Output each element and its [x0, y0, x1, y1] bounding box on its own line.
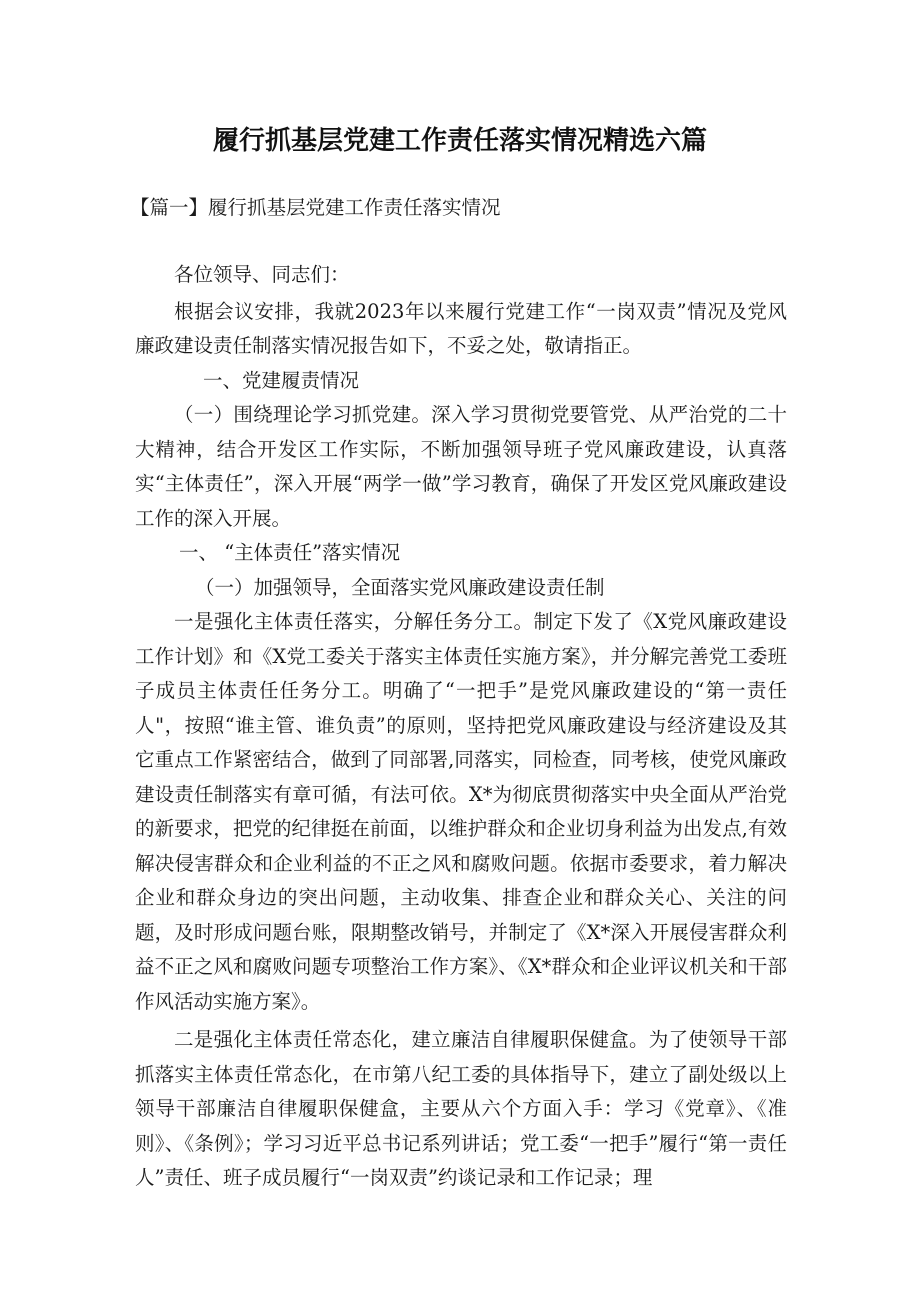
- body-paragraph: （一）围绕理论学习抓党建。深入学习贯彻党要管党、从严治党的二十大精神，结合开发区工作实际，不断加强领导班子党风廉政建设，认真落实“主体责任”，深入开展“两学一做”学习教育，确保了开发区党风廉政建设工作的深入开展。: [135, 403, 787, 530]
- section-heading-1: 一、党建履责情况: [203, 368, 360, 392]
- section-heading-2: 一、 “主体责任”落实情况: [179, 541, 401, 564]
- document-subtitle: 【篇一】履行抓基层党建工作责任落实情况: [130, 196, 501, 219]
- document-title: 履行抓基层党建工作责任落实情况精选六篇: [212, 126, 707, 156]
- subsection-heading: （一）加强领导，全面落实党风廉政建设责任制: [195, 575, 605, 599]
- salutation-paragraph: 各位领导、同志们：: [174, 263, 350, 286]
- body-paragraph: 一是强化主体责任落实，分解任务分工。制定下发了《X党风廉政建设工作计划》和《X党工委关于落实主体责任实施方案》，并分解完善党工委班子成员主体责任任务分工。明确了“一把手”是党风廉政建设的“第一责任人"，按照“谁主管、谁负责”的原则，坚持把党风廉政建设与经济建设及其它重点工作紧密结合，做到了同部署,同落实，同检查，同考核，使党风廉政建设责任制落实有章可循，有法可依。X*为彻底贯彻落实中央全面从严治党的新要求，把党的纪律挺在前面，以维护群众和企业切身利益为出发点,有效解决侵害群众和企业利益的不正之风和腐败问题。依据市委要求，着力解决企业和群众身边的突出问题，主动收集、排查企业和群众关心、关注的问题，及时形成问题台账，限期整改销号，并制定了《X*深入开展侵害群众利益不正之风和腐败问题专项整治工作方案》、《X*群众和企业评议机关和干部作风活动实施方案》。: [135, 610, 787, 1013]
- body-paragraph: 二是强化主体责任常态化，建立廉洁自律履职保健盒。为了使领导干部抓落实主体责任常态化，在市第八纪工委的具体指导下，建立了副处级以上领导干部廉洁自律履职保健盒，主要从六个方面入手：学习《党章》、《准则》、《条例》；学习习近平总书记系列讲话；党工委“一把手”履行“第一责任人”责任、班子成员履行“一岗双责”约谈记录和工作记录；理: [135, 1028, 787, 1189]
- document-body: [135, 258, 787, 1196]
- intro-paragraph: 根据会议安排，我就2023年以来履行党建工作“一岗双责”情况及党风廉政建设责任制落实情况报告如下，不妥之处，敬请指正。: [135, 299, 787, 357]
